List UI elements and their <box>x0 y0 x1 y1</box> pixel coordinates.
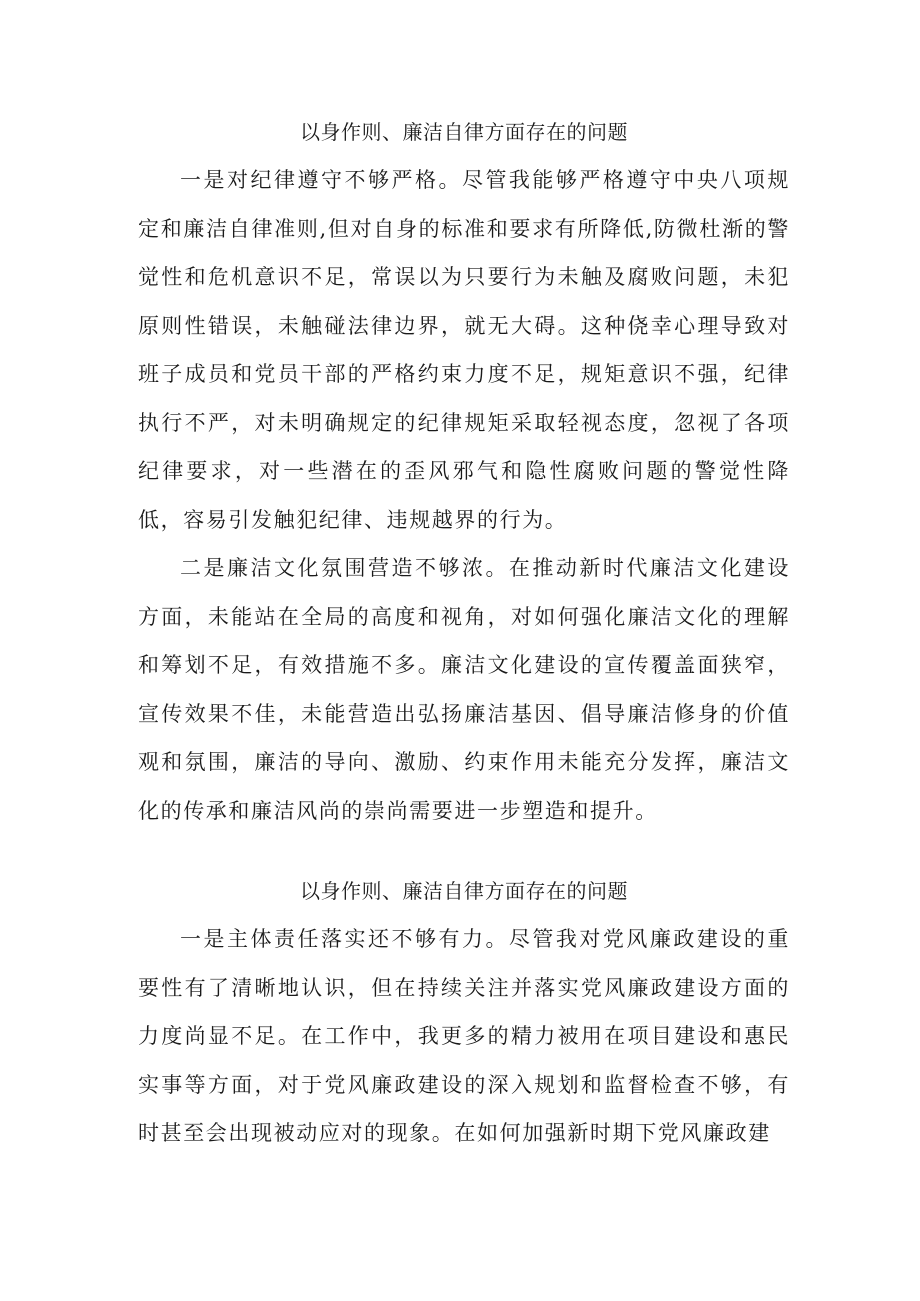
section-divider-space <box>138 835 790 867</box>
paragraph-discipline: 一是对纪律遵守不够严格。尽管我能够严格遵守中央八项规定和廉洁自律准则,但对自身的标准和要求有所降低,防微杜渐的警觉性和危机意识不足，常误以为只要行为未触及腐败问题，未犯原则性错误，未触碰法律边界，就无大碍。这种侥幸心理导致对班子成员和党员干部的严格约束力度不足，规矩意识不强，纪律执行不严，对未明确规定的纪律规矩采取轻视态度，忽视了各项纪律要求，对一些潜在的歪风邪气和隐性腐败问题的警觉性降低，容易引发触犯纪律、违规越界的行为。 <box>138 168 790 532</box>
paragraph-integrity-culture: 二是廉洁文化氛围营造不够浓。在推动新时代廉洁文化建设方面，未能站在全局的高度和视角，对如何强化廉洁文化的理解和筹划不足，有效措施不多。廉洁文化建设的宣传覆盖面狭窄，宣传效果不佳，未能营造出弘扬廉洁基因、倡导廉洁修身的价值观和氛围，廉洁的导向、激励、约束作用未能充分发挥，廉洁文化的传承和廉洁风尚的崇尚需要进一步塑造和提升。 <box>138 556 790 823</box>
document-body <box>138 108 790 1158</box>
section-1 <box>138 108 790 835</box>
section-title: 以身作则、廉洁自律方面存在的问题 <box>300 879 628 903</box>
section-title: 以身作则、廉洁自律方面存在的问题 <box>300 120 628 144</box>
paragraph-main-responsibility: 一是主体责任落实还不够有力。尽管我对党风廉政建设的重要性有了清晰地认识，但在持续关注并落实党风廉政建设方面的力度尚显不足。在工作中，我更多的精力被用在项目建设和惠民实事等方面，对于党风廉政建设的深入规划和监督检查不够，有时甚至会出现被动应对的现象。在如何加强新时期下党风廉政建 <box>138 927 790 1145</box>
section-2 <box>138 867 790 1158</box>
